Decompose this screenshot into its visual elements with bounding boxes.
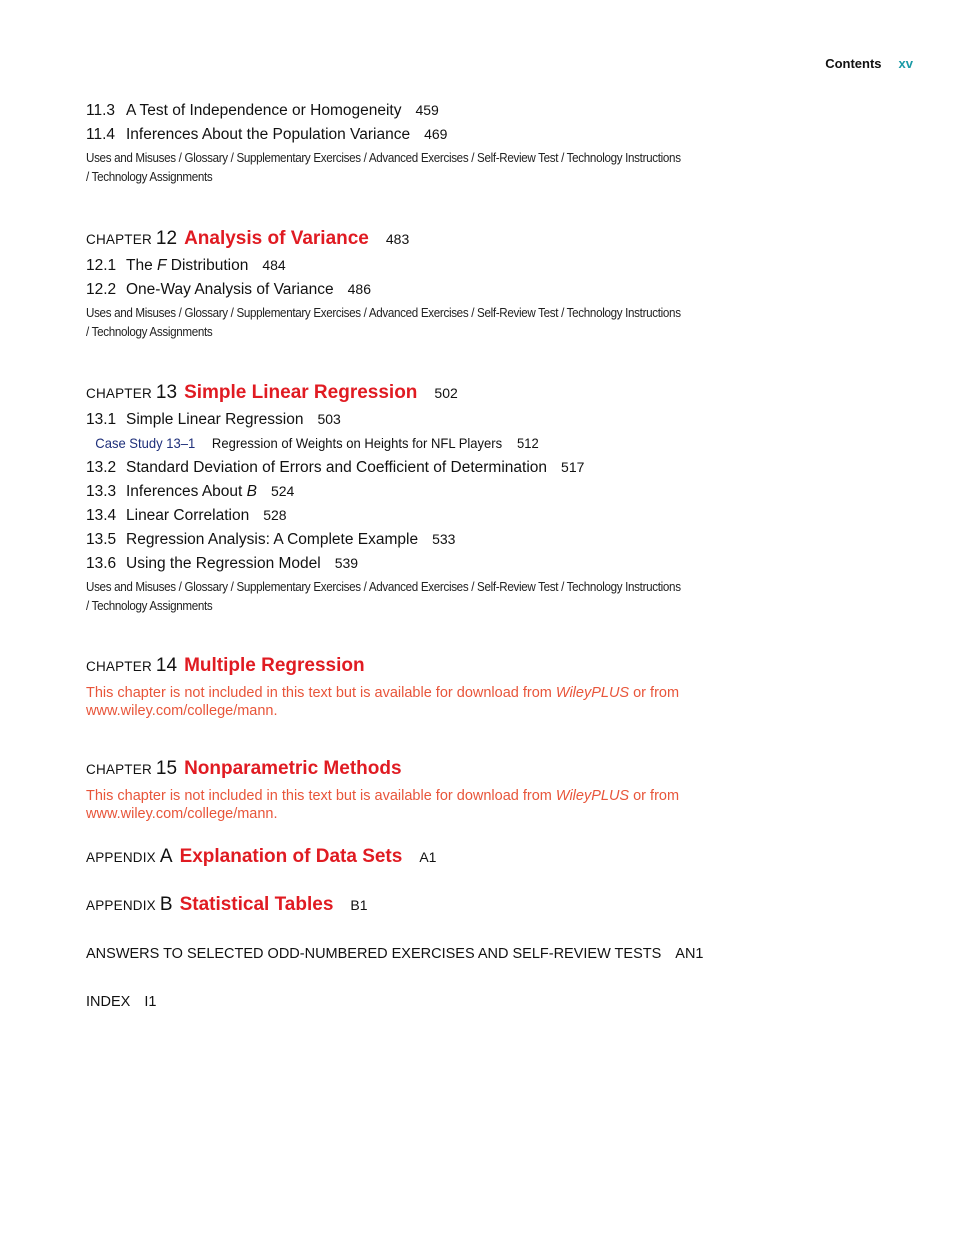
chapter-title: Analysis of Variance (184, 228, 369, 249)
appendix-heading[interactable] (86, 891, 706, 919)
appendix-letter: A (159, 846, 173, 867)
chapter-heading[interactable] (86, 652, 706, 680)
section-number: 13.2 (86, 459, 117, 476)
chapter-11-continuation (86, 98, 706, 187)
running-head-label: Contents (825, 56, 882, 71)
section-title: One-Way Analysis of Variance (126, 281, 334, 298)
section-number: 13.4 (86, 507, 117, 524)
chapter-13 (86, 379, 706, 616)
chapter-availability-note: This chapter is not included in this text but is available for download from WileyPLUS or from www.wiley.com/college/mann. (86, 788, 680, 822)
toc-section[interactable] (86, 455, 706, 479)
chapter-heading[interactable] (86, 225, 706, 253)
section-title: The (126, 257, 158, 274)
chapter-label: CHAPTER (86, 232, 152, 247)
case-study[interactable] (86, 431, 663, 455)
appendix-b (86, 891, 706, 919)
appendix-a (86, 843, 706, 871)
section-number: 11.3 (86, 102, 116, 119)
section-title: Simple Linear Regression (126, 411, 304, 428)
section-number: 11.4 (86, 126, 116, 143)
toc-section[interactable] (86, 479, 706, 503)
case-study-page: 512 (516, 435, 539, 451)
toc-page (86, 0, 916, 1254)
section-title: Inferences About the Population Variance (126, 126, 411, 143)
chapter-14 (86, 652, 706, 720)
appendix-label: APPENDIX (86, 850, 156, 865)
section-title-italic: F (157, 257, 167, 274)
chapter-number: 14 (155, 655, 178, 676)
chapter-number: 13 (155, 382, 178, 403)
chapter-number: 15 (155, 758, 178, 779)
toc-section[interactable] (86, 551, 706, 575)
section-page: 484 (262, 257, 286, 273)
appendix-title: Statistical Tables (179, 894, 334, 915)
chapter-end-matter: Uses and Misuses / Glossary / Supplementary Exercises / Advanced Exercises / Self-Review Test / Technology Instructions / Technology Assignments (86, 580, 681, 613)
toc-section[interactable] (86, 277, 706, 301)
chapter-heading[interactable] (86, 379, 706, 407)
section-number: 12.1 (86, 257, 117, 274)
section-title: Using the Regression Model (126, 555, 321, 572)
chapter-number: 12 (155, 228, 178, 249)
toc-section[interactable] (86, 253, 706, 277)
appendix-label: APPENDIX (86, 898, 156, 913)
appendix-title: Explanation of Data Sets (179, 846, 403, 867)
section-page: 503 (317, 411, 341, 427)
section-page: 459 (415, 102, 439, 118)
section-page: 524 (270, 483, 295, 499)
section-number: 13.1 (86, 411, 117, 428)
answers-entry[interactable] (86, 942, 706, 966)
appendix-heading[interactable] (86, 843, 706, 871)
section-page: 533 (432, 531, 456, 547)
section-title: Distribution (166, 257, 249, 274)
section-page: 539 (334, 555, 359, 571)
chapter-15 (86, 755, 706, 823)
toc-section[interactable] (86, 98, 706, 122)
chapter-label: CHAPTER (86, 762, 152, 777)
index-page: I1 (144, 994, 157, 1010)
toc-section[interactable] (86, 503, 706, 527)
chapter-page: 502 (434, 385, 458, 401)
answers-title: ANSWERS TO SELECTED ODD-NUMBERED EXERCISES AND SELF-REVIEW TESTS (86, 946, 662, 962)
section-number: 13.3 (86, 483, 117, 500)
section-title: A Test of Independence or Homogeneity (126, 102, 402, 119)
chapter-title: Multiple Regression (184, 655, 365, 676)
index-entry[interactable] (86, 990, 706, 1014)
chapter-label: CHAPTER (86, 659, 152, 674)
section-page: 469 (424, 126, 448, 142)
appendix-page: B1 (350, 897, 368, 913)
section-page: 528 (263, 507, 287, 523)
appendix-page: A1 (419, 849, 437, 865)
section-title: Linear Correlation (126, 507, 250, 524)
chapter-title: Nonparametric Methods (184, 758, 402, 779)
section-number: 13.5 (86, 531, 117, 548)
section-title: Standard Deviation of Errors and Coefficient of Determination (126, 459, 548, 476)
chapter-title: Simple Linear Regression (184, 382, 418, 403)
case-study-label: Case Study 13–1 (95, 435, 196, 451)
answers-page: AN1 (675, 946, 704, 962)
toc-section[interactable] (86, 527, 706, 551)
appendix-letter: B (159, 894, 173, 915)
section-title-italic: B (246, 483, 257, 500)
case-study-title: Regression of Weights on Heights for NFL Players (211, 435, 503, 451)
chapter-end-matter: Uses and Misuses / Glossary / Supplementary Exercises / Advanced Exercises / Self-Review Test / Technology Instructions / Technology Assignments (86, 306, 681, 339)
section-page: 486 (347, 281, 371, 297)
chapter-12 (86, 225, 706, 342)
index-title: INDEX (86, 994, 131, 1010)
section-page: 517 (561, 459, 585, 475)
chapter-page: 483 (385, 231, 410, 247)
section-number: 12.2 (86, 281, 117, 298)
chapter-end-matter: Uses and Misuses / Glossary / Supplementary Exercises / Advanced Exercises / Self-Review Test / Technology Instructions / Technology Assignments (86, 151, 681, 184)
section-title: Regression Analysis: A Complete Example (126, 531, 419, 548)
toc-section[interactable] (86, 122, 706, 146)
section-title: Inferences About (126, 483, 247, 500)
chapter-heading[interactable] (86, 755, 706, 783)
page-number: xv (898, 56, 913, 71)
chapter-availability-note: This chapter is not included in this text but is available for download from WileyPLUS or from www.wiley.com/college/mann. (86, 685, 680, 719)
chapter-label: CHAPTER (86, 386, 152, 401)
toc-section[interactable] (86, 407, 706, 431)
section-number: 13.6 (86, 555, 117, 572)
